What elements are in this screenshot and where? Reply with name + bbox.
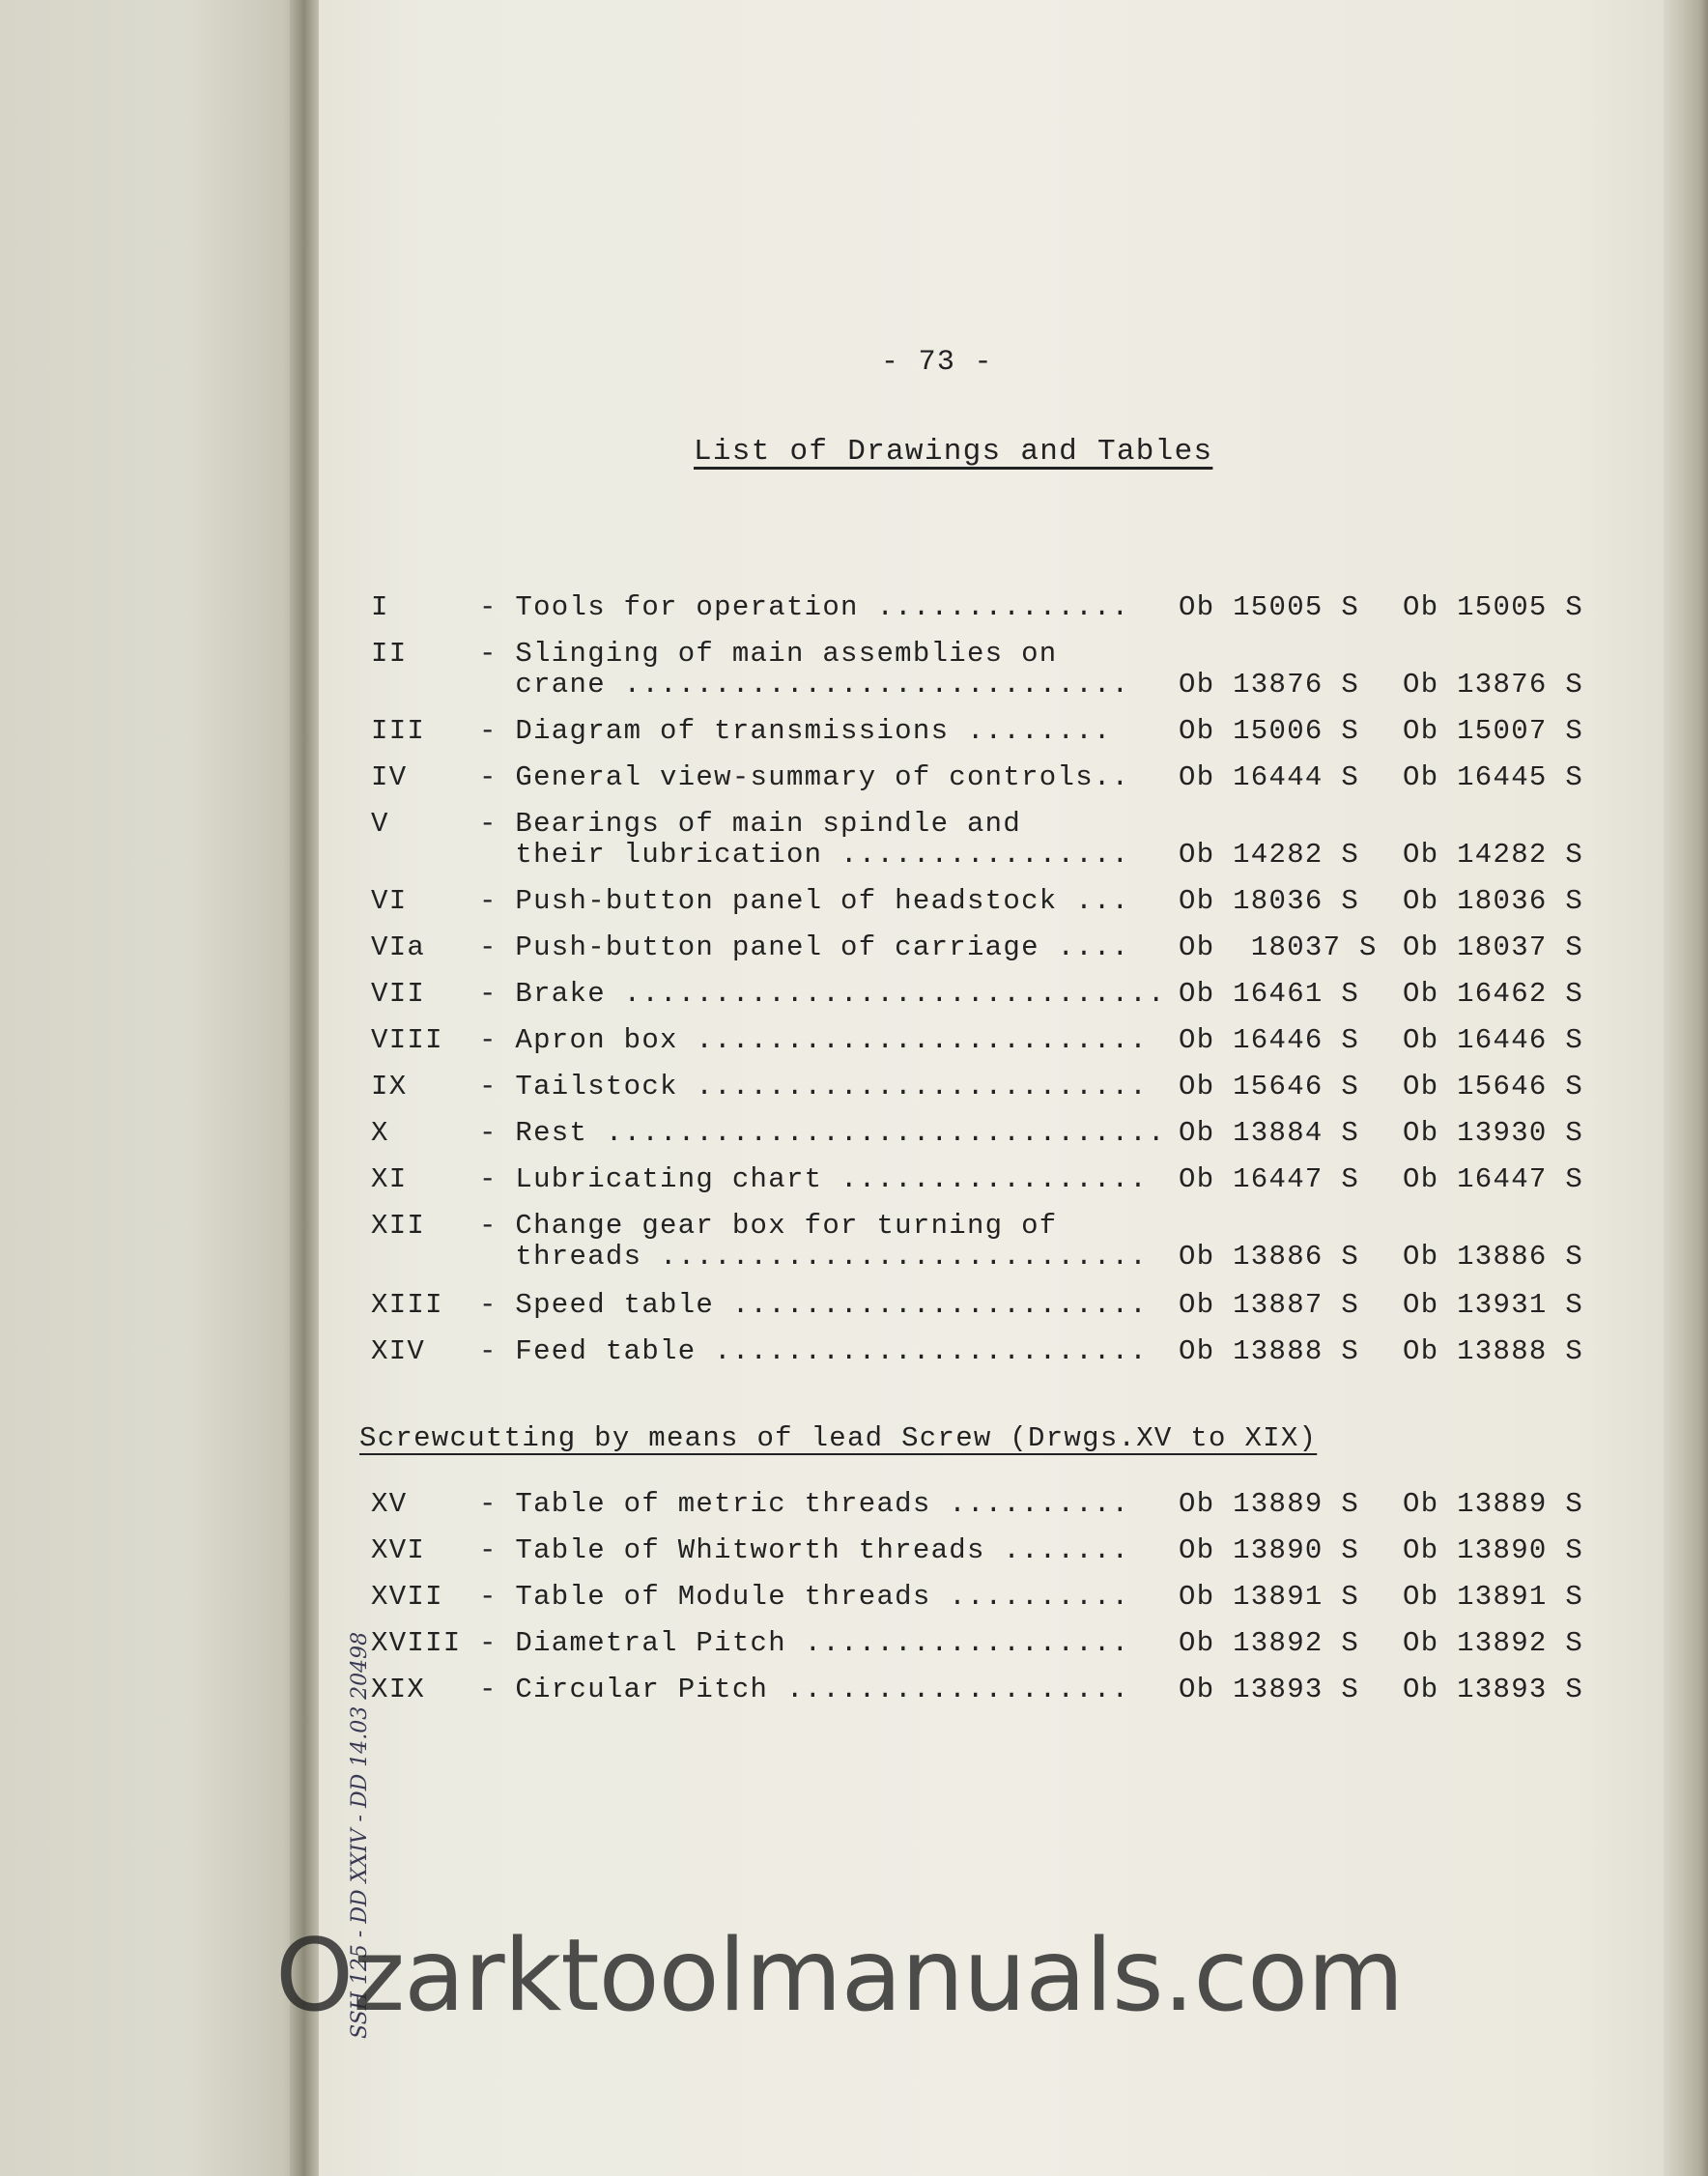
list-item (0, 1117, 1708, 1160)
drawing-number: XVII (371, 1581, 443, 1613)
drawing-ref-1: Ob 16444 S (1179, 761, 1360, 793)
drawing-description: their lubrication ................ (479, 839, 1130, 871)
drawing-ref-2: Ob 15646 S (1403, 1071, 1584, 1102)
list-item (0, 1163, 1708, 1206)
drawing-ref-1: Ob 13890 S (1179, 1534, 1360, 1566)
drawing-ref-2: Ob 13886 S (1403, 1241, 1584, 1273)
list-item (0, 931, 1708, 974)
drawing-description: - Slinging of main assemblies on (479, 638, 1058, 670)
drawing-description: - Push-button panel of carriage .... (479, 931, 1130, 963)
list-item (0, 885, 1708, 928)
list-item (0, 1335, 1708, 1378)
drawing-ref-1: Ob 16447 S (1179, 1163, 1360, 1195)
drawing-description: - Lubricating chart ................. (479, 1163, 1149, 1195)
drawing-number: XVIII (371, 1627, 462, 1659)
drawing-ref-1: Ob 13876 S (1179, 669, 1360, 701)
list-item (0, 591, 1708, 634)
drawing-description: - Change gear box for turning of (479, 1210, 1058, 1242)
drawing-number: VI (371, 885, 408, 917)
drawing-ref-2: Ob 13889 S (1403, 1488, 1584, 1520)
list-item (0, 808, 1708, 871)
drawing-ref-2: Ob 14282 S (1403, 839, 1584, 871)
drawing-ref-2: Ob 13891 S (1403, 1581, 1584, 1613)
drawing-ref-2: Ob 18037 S (1403, 931, 1584, 963)
list-item (0, 1071, 1708, 1113)
list-item (0, 1674, 1708, 1716)
drawing-ref-1: Ob 13884 S (1179, 1117, 1360, 1149)
drawing-ref-2: Ob 13890 S (1403, 1534, 1584, 1566)
drawing-number: III (371, 715, 426, 747)
drawing-number: VIII (371, 1024, 443, 1056)
drawing-ref-2: Ob 13888 S (1403, 1335, 1584, 1367)
list-item (0, 978, 1708, 1020)
drawing-description: - Push-button panel of headstock ... (479, 885, 1130, 917)
drawing-ref-1: Ob 13887 S (1179, 1289, 1360, 1321)
list-item (0, 761, 1708, 804)
list-item (0, 1289, 1708, 1331)
drawing-description: - Feed table ........................ (479, 1335, 1149, 1367)
drawing-number: X (371, 1117, 389, 1149)
drawing-ref-2: Ob 18036 S (1403, 885, 1584, 917)
drawing-number: II (371, 638, 408, 670)
list-item (0, 715, 1708, 758)
drawing-ref-1: Ob 15646 S (1179, 1071, 1360, 1102)
drawing-ref-2: Ob 13930 S (1403, 1117, 1584, 1149)
drawing-ref-1: Ob 13886 S (1179, 1241, 1360, 1273)
list-item (0, 1488, 1708, 1531)
drawing-description: - Tailstock ......................... (479, 1071, 1149, 1102)
drawing-ref-1: Ob 15006 S (1179, 715, 1360, 747)
drawing-number: VII (371, 978, 426, 1010)
drawing-ref-1: Ob 15005 S (1179, 591, 1360, 623)
drawing-ref-2: Ob 13893 S (1403, 1674, 1584, 1705)
drawing-description: - Diametral Pitch .................. (479, 1627, 1130, 1659)
drawing-ref-2: Ob 16462 S (1403, 978, 1584, 1010)
drawing-ref-1: Ob 13888 S (1179, 1335, 1360, 1367)
drawing-ref-2: Ob 16446 S (1403, 1024, 1584, 1056)
drawing-description: threads ........................... (479, 1241, 1149, 1273)
drawing-number: IX (371, 1071, 408, 1102)
drawing-number: XII (371, 1210, 426, 1242)
drawing-number: XIII (371, 1289, 443, 1321)
list-item (0, 1581, 1708, 1623)
drawing-ref-2: Ob 13876 S (1403, 669, 1584, 701)
drawing-ref-2: Ob 15007 S (1403, 715, 1584, 747)
drawing-ref-1: Ob 13893 S (1179, 1674, 1360, 1705)
drawing-description: - Brake .............................. (479, 978, 1166, 1010)
drawing-description: - Table of metric threads .......... (479, 1488, 1130, 1520)
drawing-number: VIa (371, 931, 426, 963)
drawing-ref-1: Ob 14282 S (1179, 839, 1360, 871)
watermark: Ozarktoolmanuals.com (275, 1918, 1404, 2034)
drawing-number: XI (371, 1163, 408, 1195)
margin-stamp-text: SSH 125 - DD XXIV - DD 14.03 20498 (348, 1631, 372, 2039)
drawing-ref-2: Ob 13892 S (1403, 1627, 1584, 1659)
drawing-number: IV (371, 761, 408, 793)
drawing-ref-1: Ob 13891 S (1179, 1581, 1360, 1613)
drawing-description: - General view-summary of controls.. (479, 761, 1130, 793)
list-item (0, 1627, 1708, 1670)
drawing-description: - Rest ............................... (479, 1117, 1166, 1149)
drawing-number: V (371, 808, 389, 840)
list-item (0, 1534, 1708, 1577)
list-item (0, 638, 1708, 701)
drawing-description: - Bearings of main spindle and (479, 808, 1022, 840)
drawing-description: - Diagram of transmissions ........ (479, 715, 1112, 747)
drawing-ref-2: Ob 16447 S (1403, 1163, 1584, 1195)
drawing-ref-1: Ob 16461 S (1179, 978, 1360, 1010)
drawing-description: - Table of Whitworth threads ....... (479, 1534, 1130, 1566)
drawing-ref-1: Ob 13889 S (1179, 1488, 1360, 1520)
page-title: List of Drawings and Tables (694, 435, 1213, 469)
list-item (0, 1024, 1708, 1067)
drawing-ref-2: Ob 15005 S (1403, 591, 1584, 623)
drawing-ref-1: Ob 16446 S (1179, 1024, 1360, 1056)
drawing-description: - Table of Module threads .......... (479, 1581, 1130, 1613)
drawing-ref-1: Ob 13892 S (1179, 1627, 1360, 1659)
drawing-description: - Tools for operation .............. (479, 591, 1130, 623)
drawing-number: XIX (371, 1674, 426, 1705)
drawing-number: XV (371, 1488, 408, 1520)
drawing-ref-2: Ob 13931 S (1403, 1289, 1584, 1321)
drawing-ref-1: Ob 18036 S (1179, 885, 1360, 917)
page-number: - 73 - (881, 346, 993, 379)
drawing-description: crane ............................ (479, 669, 1130, 701)
drawing-ref-1: Ob 18037 S (1179, 931, 1378, 963)
drawing-number: XVI (371, 1534, 426, 1566)
drawing-number: I (371, 591, 389, 623)
drawing-description: - Speed table ....................... (479, 1289, 1149, 1321)
list-item (0, 1210, 1708, 1273)
drawing-description: - Apron box ......................... (479, 1024, 1149, 1056)
drawing-description: - Circular Pitch ................... (479, 1674, 1130, 1705)
drawing-number: XIV (371, 1335, 426, 1367)
section-heading: Screwcutting by means of lead Screw (Drwgs.XV to XIX) (359, 1422, 1318, 1454)
drawing-ref-2: Ob 16445 S (1403, 761, 1584, 793)
